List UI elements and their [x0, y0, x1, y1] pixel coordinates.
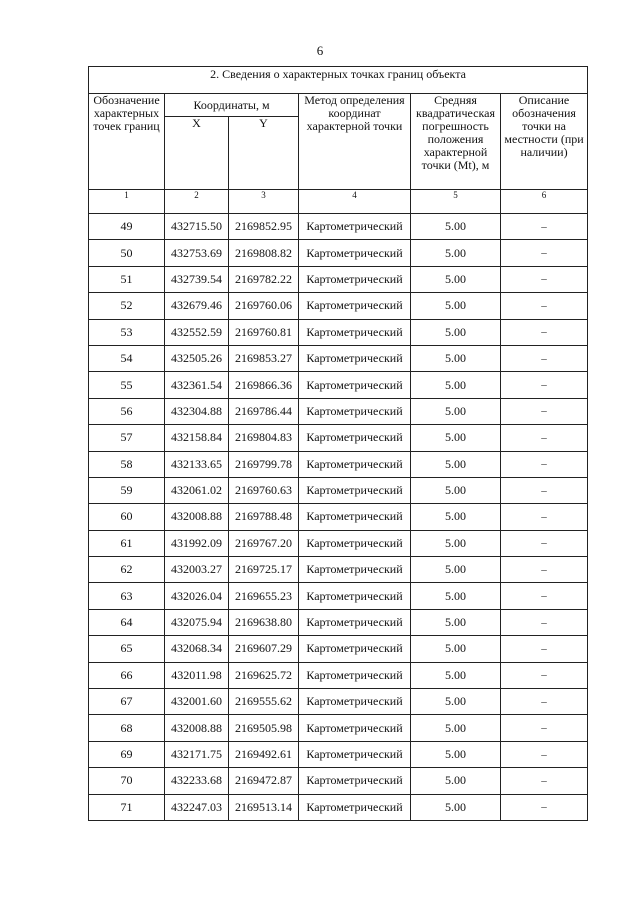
cell-x: 432075.94: [165, 609, 229, 635]
header-description: Описание обозначения точки на местности (при наличии): [501, 94, 588, 190]
cell-point-id: 49: [89, 214, 165, 240]
cell-method: Картометрический: [299, 530, 411, 556]
table-body: [89, 214, 588, 821]
cell-y: 2169760.06: [229, 293, 299, 319]
cell-x: 432008.88: [165, 715, 229, 741]
cell-y: 2169655.23: [229, 583, 299, 609]
cell-method: Картометрический: [299, 398, 411, 424]
cell-description: –: [501, 266, 588, 292]
cell-mt: 5.00: [411, 266, 501, 292]
cell-method: Картометрический: [299, 240, 411, 266]
cell-method: Картометрический: [299, 293, 411, 319]
cell-description: –: [501, 689, 588, 715]
cell-y: 2169852.95: [229, 214, 299, 240]
table-row: [89, 636, 588, 662]
column-number: 5: [411, 190, 501, 214]
table-row: [89, 662, 588, 688]
cell-method: Картометрический: [299, 477, 411, 503]
cell-x: 432233.68: [165, 768, 229, 794]
cell-point-id: 61: [89, 530, 165, 556]
cell-method: Картометрический: [299, 425, 411, 451]
cell-y: 2169786.44: [229, 398, 299, 424]
cell-mt: 5.00: [411, 398, 501, 424]
cell-x: 432001.60: [165, 689, 229, 715]
cell-point-id: 54: [89, 345, 165, 371]
cell-x: 432068.34: [165, 636, 229, 662]
cell-description: –: [501, 293, 588, 319]
cell-description: –: [501, 451, 588, 477]
cell-method: Картометрический: [299, 636, 411, 662]
cell-description: –: [501, 319, 588, 345]
table-row: [89, 319, 588, 345]
column-number: 3: [229, 190, 299, 214]
cell-y: 2169804.83: [229, 425, 299, 451]
cell-description: –: [501, 768, 588, 794]
cell-mt: 5.00: [411, 557, 501, 583]
table-row: [89, 504, 588, 530]
cell-y: 2169866.36: [229, 372, 299, 398]
cell-mt: 5.00: [411, 240, 501, 266]
cell-method: Картометрический: [299, 557, 411, 583]
cell-point-id: 53: [89, 319, 165, 345]
cell-description: –: [501, 715, 588, 741]
cell-method: Картометрический: [299, 741, 411, 767]
cell-description: –: [501, 372, 588, 398]
cell-y: 2169799.78: [229, 451, 299, 477]
table-row: [89, 477, 588, 503]
cell-method: Картометрический: [299, 715, 411, 741]
cell-x: 432008.88: [165, 504, 229, 530]
cell-y: 2169555.62: [229, 689, 299, 715]
cell-point-id: 63: [89, 583, 165, 609]
cell-y: 2169625.72: [229, 662, 299, 688]
cell-point-id: 59: [89, 477, 165, 503]
table-row: [89, 689, 588, 715]
header-method: Метод определения координат характерной точки: [299, 94, 411, 190]
column-number: 1: [89, 190, 165, 214]
cell-description: –: [501, 504, 588, 530]
cell-point-id: 68: [89, 715, 165, 741]
cell-x: 431992.09: [165, 530, 229, 556]
table-row: [89, 768, 588, 794]
cell-point-id: 57: [89, 425, 165, 451]
header-coordinates: Координаты, м: [165, 94, 299, 117]
cell-y: 2169725.17: [229, 557, 299, 583]
cell-description: –: [501, 609, 588, 635]
cell-mt: 5.00: [411, 345, 501, 371]
cell-y: 2169760.63: [229, 477, 299, 503]
cell-method: Картометрический: [299, 345, 411, 371]
cell-mt: 5.00: [411, 214, 501, 240]
cell-point-id: 70: [89, 768, 165, 794]
cell-method: Картометрический: [299, 662, 411, 688]
cell-mt: 5.00: [411, 715, 501, 741]
cell-mt: 5.00: [411, 794, 501, 820]
table-row: [89, 609, 588, 635]
cell-mt: 5.00: [411, 477, 501, 503]
cell-x: 432133.65: [165, 451, 229, 477]
section-title: 2. Сведения о характерных точках границ объекта: [89, 67, 588, 94]
column-number: 6: [501, 190, 588, 214]
cell-mt: 5.00: [411, 636, 501, 662]
cell-x: 432505.26: [165, 345, 229, 371]
table-row: [89, 583, 588, 609]
cell-x: 432061.02: [165, 477, 229, 503]
cell-x: 432552.59: [165, 319, 229, 345]
cell-x: 432026.04: [165, 583, 229, 609]
cell-mt: 5.00: [411, 689, 501, 715]
cell-description: –: [501, 345, 588, 371]
cell-description: –: [501, 662, 588, 688]
cell-point-id: 60: [89, 504, 165, 530]
column-numbers-row: [89, 190, 588, 214]
cell-method: Картометрический: [299, 372, 411, 398]
cell-point-id: 62: [89, 557, 165, 583]
header-point-designation: Обозначение характерных точек границ: [89, 94, 165, 190]
cell-y: 2169788.48: [229, 504, 299, 530]
header-mean-square-error: Средняя квадратическая погрешность положения характерной точки (Mt), м: [411, 94, 501, 190]
cell-point-id: 58: [89, 451, 165, 477]
cell-x: 432247.03: [165, 794, 229, 820]
cell-y: 2169767.20: [229, 530, 299, 556]
boundary-points-table: [88, 66, 588, 821]
column-number: 4: [299, 190, 411, 214]
cell-method: Картометрический: [299, 583, 411, 609]
cell-mt: 5.00: [411, 583, 501, 609]
cell-mt: 5.00: [411, 372, 501, 398]
column-number: 2: [165, 190, 229, 214]
cell-point-id: 51: [89, 266, 165, 292]
cell-point-id: 69: [89, 741, 165, 767]
table-row: [89, 372, 588, 398]
cell-mt: 5.00: [411, 768, 501, 794]
cell-description: –: [501, 398, 588, 424]
table-row: [89, 530, 588, 556]
cell-point-id: 56: [89, 398, 165, 424]
cell-description: –: [501, 636, 588, 662]
cell-method: Картометрический: [299, 794, 411, 820]
cell-mt: 5.00: [411, 319, 501, 345]
cell-y: 2169505.98: [229, 715, 299, 741]
cell-method: Картометрический: [299, 451, 411, 477]
header-y: Y: [229, 117, 299, 190]
table-row: [89, 715, 588, 741]
table-row: [89, 240, 588, 266]
cell-method: Картометрический: [299, 214, 411, 240]
cell-mt: 5.00: [411, 451, 501, 477]
cell-x: 432003.27: [165, 557, 229, 583]
table-row: [89, 266, 588, 292]
table-row: [89, 214, 588, 240]
cell-method: Картометрический: [299, 689, 411, 715]
cell-method: Картометрический: [299, 609, 411, 635]
cell-y: 2169638.80: [229, 609, 299, 635]
cell-point-id: 71: [89, 794, 165, 820]
cell-y: 2169492.61: [229, 741, 299, 767]
cell-point-id: 50: [89, 240, 165, 266]
cell-mt: 5.00: [411, 662, 501, 688]
cell-y: 2169853.27: [229, 345, 299, 371]
cell-x: 432304.88: [165, 398, 229, 424]
cell-mt: 5.00: [411, 609, 501, 635]
table-row: [89, 398, 588, 424]
cell-y: 2169472.87: [229, 768, 299, 794]
cell-description: –: [501, 794, 588, 820]
cell-point-id: 65: [89, 636, 165, 662]
cell-x: 432171.75: [165, 741, 229, 767]
cell-y: 2169607.29: [229, 636, 299, 662]
cell-description: –: [501, 240, 588, 266]
cell-y: 2169513.14: [229, 794, 299, 820]
cell-method: Картометрический: [299, 504, 411, 530]
cell-x: 432361.54: [165, 372, 229, 398]
table-row: [89, 425, 588, 451]
table-row: [89, 451, 588, 477]
cell-x: 432753.69: [165, 240, 229, 266]
cell-method: Картометрический: [299, 319, 411, 345]
cell-point-id: 66: [89, 662, 165, 688]
cell-description: –: [501, 557, 588, 583]
cell-point-id: 55: [89, 372, 165, 398]
cell-method: Картометрический: [299, 768, 411, 794]
cell-y: 2169808.82: [229, 240, 299, 266]
cell-method: Картометрический: [299, 266, 411, 292]
cell-mt: 5.00: [411, 530, 501, 556]
header-x: X: [165, 117, 229, 190]
cell-description: –: [501, 477, 588, 503]
page-number: 6: [316, 43, 324, 58]
cell-mt: 5.00: [411, 741, 501, 767]
cell-description: –: [501, 741, 588, 767]
cell-mt: 5.00: [411, 425, 501, 451]
cell-point-id: 64: [89, 609, 165, 635]
cell-point-id: 67: [89, 689, 165, 715]
cell-y: 2169760.81: [229, 319, 299, 345]
cell-description: –: [501, 530, 588, 556]
cell-point-id: 52: [89, 293, 165, 319]
table-row: [89, 794, 588, 820]
table-row: [89, 345, 588, 371]
cell-description: –: [501, 214, 588, 240]
table-row: [89, 741, 588, 767]
cell-y: 2169782.22: [229, 266, 299, 292]
cell-x: 432715.50: [165, 214, 229, 240]
cell-mt: 5.00: [411, 504, 501, 530]
table-row: [89, 293, 588, 319]
cell-mt: 5.00: [411, 293, 501, 319]
table-row: [89, 557, 588, 583]
cell-x: 432739.54: [165, 266, 229, 292]
cell-x: 432158.84: [165, 425, 229, 451]
cell-x: 432679.46: [165, 293, 229, 319]
cell-x: 432011.98: [165, 662, 229, 688]
cell-description: –: [501, 425, 588, 451]
cell-description: –: [501, 583, 588, 609]
